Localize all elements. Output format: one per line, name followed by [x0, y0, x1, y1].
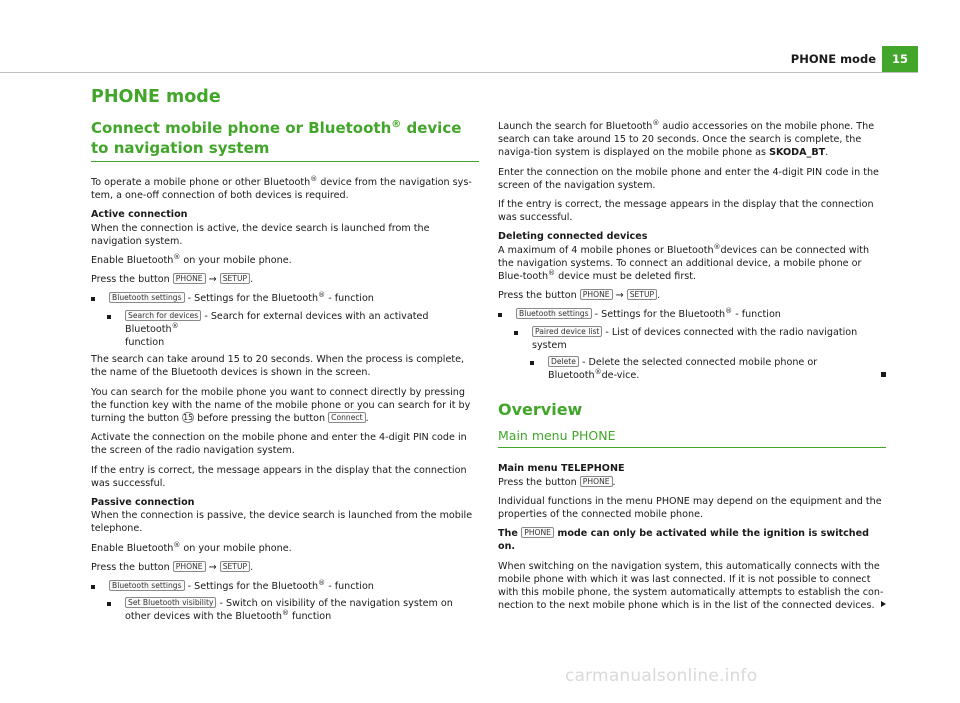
page-number: 15: [882, 46, 918, 72]
phone-key: PHONE: [580, 289, 613, 300]
phone-key: PHONE: [173, 561, 206, 572]
running-header: [791, 46, 918, 72]
right-paragraph-2: Enter the connection on the mobile phone and enter the 4-digit PIN code in the screen of the navigation system.: [498, 166, 879, 191]
list-item-delete: Delete - Delete the selected connected mobile phone or Bluetooth®de-vice.: [498, 356, 886, 382]
active-enable: Enable Bluetooth® on your mobile phone.: [91, 252, 292, 267]
switching-paragraph: When switching on the navigation system, this automatically connects with the mobile phone with which it was last connected. If it is not possible to connect with this mobile phone, the system automatically attempts to establish the con-nection to the next mobile phone which is in the list of the connected devices.: [498, 560, 886, 613]
setup-key: SETUP: [220, 561, 250, 572]
active-connection-heading: Active connection: [91, 209, 188, 221]
continue-arrow-icon: [881, 601, 886, 607]
active-paragraph-5: If the entry is correct, the message appears in the display that the connection was successful.: [91, 464, 467, 489]
bullet: [91, 585, 95, 589]
paired-device-list-key: Paired device list: [532, 326, 602, 337]
main-menu-phone-title: Main menu PHONE: [498, 428, 886, 448]
header-rule: [0, 72, 918, 73]
bullet: [91, 297, 95, 301]
right-press-button: Press the button PHONE → SETUP .: [498, 290, 661, 302]
list-item-bt-settings-passive: Bluetooth settings - Settings for the Bluetooth® - function: [91, 580, 479, 593]
setup-key: SETUP: [627, 289, 657, 300]
chapter-title: PHONE mode: [91, 87, 221, 107]
bluetooth-settings-key: Bluetooth settings: [109, 580, 185, 591]
right-paragraph-3: If the entry is correct, the message appears in the display that the connection was successful.: [498, 199, 874, 224]
list-item-paired: Paired device list - List of devices connected with the radio navigation system: [498, 326, 886, 352]
bullet: [107, 602, 111, 606]
passive-enable: Enable Bluetooth® on your mobile phone.: [91, 540, 292, 554]
active-paragraph-2: The search can take around 15 to 20 seconds. When the process is complete, the name of the Bluetooth devices is shown in the screen.: [91, 354, 465, 379]
search-devices-key: Search for devices: [125, 310, 201, 321]
list-item-visibility: Set Bluetooth visibility - Switch on visibility of the navigation system on other devices with the Bluetooth® function: [91, 597, 479, 623]
setup-key: SETUP: [220, 273, 250, 284]
phone-key: PHONE: [173, 273, 206, 284]
telephone-heading: Main menu TELEPHONE: [498, 463, 625, 475]
passive-connection-heading: Passive connection: [91, 497, 195, 509]
bullet: [107, 315, 111, 319]
delete-key: Delete: [548, 356, 579, 367]
active-paragraph-3: You can search for the mobile phone you want to connect directly by pressing the function key with the name of the mobile phone or you can search for it by turning the button 15 before pressing the button Connect .: [91, 386, 471, 425]
watermark: carmanualsonline.info: [565, 666, 758, 686]
list-item-bt-settings-right: Bluetooth settings - Settings for the Bluetooth® - function: [498, 308, 886, 321]
section-title: Connect mobile phone or Bluetooth® device to navigation system: [91, 118, 479, 162]
bullet: [530, 361, 534, 365]
deleting-paragraph: A maximum of 4 mobile phones or Bluetooth®devices can be connected with the navigation systems. To connect an additional device, a mobile phone or Blue-tooth® device must be deleted first.: [498, 242, 870, 283]
left-column: [91, 86, 479, 628]
telephone-press-button: Press the button PHONE .: [498, 476, 616, 488]
intro-paragraph: To operate a mobile phone or other Bluetooth® device from the navigation sys-tem, a one-off connection of both devices is required.: [91, 174, 472, 202]
set-visibility-key: Set Bluetooth visibility: [125, 597, 216, 608]
list-item-search: Search for devices - Search for external devices with an activated Bluetooth® function: [91, 310, 479, 350]
bluetooth-settings-key: Bluetooth settings: [109, 292, 185, 303]
deleting-heading: Deleting connected devices: [498, 231, 648, 243]
bluetooth-settings-key: Bluetooth settings: [516, 308, 592, 319]
bullet: [498, 313, 502, 317]
overview-title: Overview: [498, 400, 583, 420]
right-paragraph-1: Launch the search for Bluetooth® audio accessories on the mobile phone. The search can take around 15 to 20 seconds. Once the search is complete, the naviga-tion system is displayed on the mobile phone as SKODA_BT.: [498, 118, 875, 159]
active-paragraph-4: Activate the connection on the mobile phone and enter the 4-digit PIN code in the screen of the radio navigation system.: [91, 432, 467, 457]
list-item-bt-settings: Bluetooth settings - Settings for the Bluetooth® - function: [91, 292, 479, 305]
header-title: PHONE mode: [790, 52, 876, 66]
ignition-paragraph: The PHONE mode can only be activated while the ignition is switched on.: [498, 528, 870, 553]
passive-paragraph-1: When the connection is passive, the device search is launched from the mobile telephone.: [91, 510, 473, 535]
active-press-button: Press the button PHONE → SETUP .: [91, 274, 254, 286]
section-end-icon: [881, 372, 886, 377]
passive-press-button: Press the button PHONE → SETUP .: [91, 561, 254, 573]
active-paragraph-1: When the connection is active, the device search is launched from the navigation system.: [91, 222, 430, 247]
right-column: [498, 120, 886, 618]
individual-paragraph: Individual functions in the menu PHONE may depend on the equipment and the properties of the connected mobile phone.: [498, 495, 882, 521]
phone-key: PHONE: [521, 527, 554, 538]
connect-key: Connect: [328, 412, 365, 423]
bullet: [514, 331, 518, 335]
phone-key: PHONE: [580, 476, 613, 487]
device-name: SKODA_BT: [769, 147, 826, 159]
knob-15-key: 15: [183, 413, 193, 423]
